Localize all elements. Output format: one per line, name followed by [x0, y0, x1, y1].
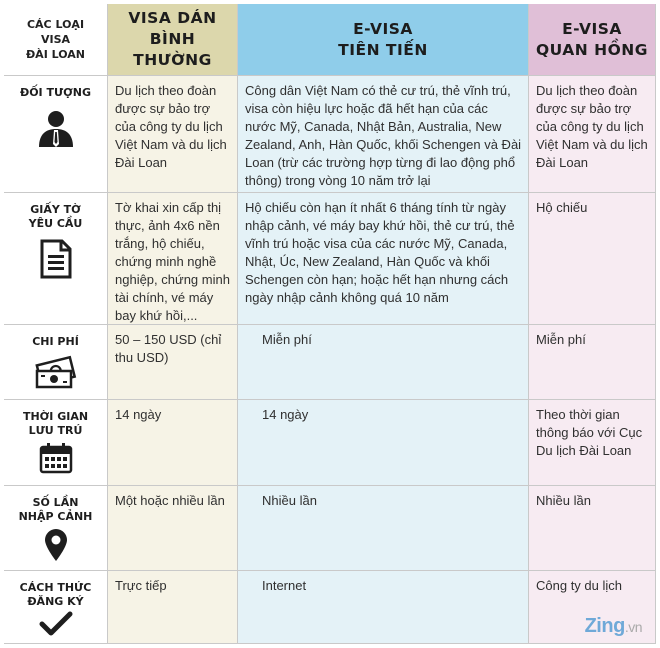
header-col-evisa-quan-hong [529, 4, 656, 76]
row-label-text: ĐĂNG KÝ [27, 595, 84, 608]
header-col-visa-dan [108, 4, 238, 76]
checkmark-icon [39, 611, 73, 641]
row-label-text: LƯU TRÚ [28, 424, 83, 437]
corner-label-line: CÁC LOẠI [26, 18, 85, 31]
header-col-evisa-tien-tien [238, 4, 529, 76]
corner-label-line: VISA [40, 33, 71, 46]
cell-visa-dan-so-lan: Một hoặc nhiều lần [108, 486, 238, 571]
cell-quan-hong-so-lan: Nhiều lần [529, 486, 656, 571]
cell-visa-dan-giay-to: Tờ khai xin cấp thị thực, ảnh 4x6 nền trắng, hộ chiếu, chứng minh nghề nghiệp, chứng minh tài chính, vé máy bay khứ hồi,... [108, 193, 238, 325]
cell-quan-hong-chi-phi: Miễn phí [529, 325, 656, 400]
watermark-domain: .vn [624, 619, 642, 635]
row-label-text: NHẬP CẢNH [18, 510, 93, 523]
cell-evisa-thoi-gian: 14 ngày [238, 400, 529, 486]
location-pin-icon [43, 528, 69, 566]
header-line: BÌNH THƯỜNG [133, 30, 212, 69]
corner-label [4, 4, 108, 76]
row-label-text: CÁCH THỨC [19, 581, 92, 594]
cell-quan-hong-doi-tuong: Du lịch theo đoàn được sự bảo trợ của công ty du lịch Việt Nam và du lịch Đài Loan [529, 76, 656, 193]
cell-evisa-cach-thuc: Internet [238, 571, 529, 644]
zing-watermark-logo [585, 615, 642, 638]
cell-visa-dan-chi-phi: 50 – 150 USD (chỉ thu USD) [108, 325, 238, 400]
header-line: E-VISA [353, 19, 413, 38]
row-label-text: SỐ LẦN [32, 496, 79, 509]
row-label-chi-phi [4, 325, 108, 400]
visa-comparison-table [4, 4, 656, 644]
cell-evisa-giay-to: Hộ chiếu còn hạn ít nhất 6 tháng tính từ ngày nhập cảnh, vé máy bay khứ hồi, thẻ cư trú, thẻ vĩnh trú hoặc visa của các nước Mỹ, Canada, Nhật, Úc, New Zealand, Hàn Quốc và khối Schengen còn hạn; hoặc hết hạn nhưng cách ngày nhập cảnh không quá 10 năm [238, 193, 529, 325]
watermark-brand: Zing [584, 615, 625, 637]
row-label-doi-tuong [4, 76, 108, 193]
cell-evisa-doi-tuong: Công dân Việt Nam có thẻ cư trú, thẻ vĩnh trú, visa còn hiệu lực hoặc đã hết hạn của các nước Mỹ, Canada, Nhật Bản, Australia, New Zealand, Anh, Hàn Quốc, khối Schengen và Đài Loan (trừ các trường hợp từng đi lao động phổ thông) trong vòng 10 năm trở lại [238, 76, 529, 193]
header-line: QUAN HỒNG [536, 40, 648, 59]
cell-evisa-so-lan: Nhiều lần [238, 486, 529, 571]
row-label-text: CHI PHÍ [32, 335, 79, 348]
corner-label-line: ĐÀI LOAN [25, 48, 86, 61]
row-label-giay-to [4, 193, 108, 325]
row-label-text: YÊU CẦU [28, 217, 83, 230]
header-line: E-VISA [562, 19, 622, 38]
cell-visa-dan-cach-thuc: Trực tiếp [108, 571, 238, 644]
calendar-icon [39, 442, 73, 478]
cell-quan-hong-thoi-gian: Theo thời gian thông báo với Cục Du lịch Đài Loan [529, 400, 656, 486]
row-label-text: GIẤY TỜ [30, 203, 81, 216]
money-icon [35, 355, 77, 393]
cell-quan-hong-cach-thuc: Công ty du lịch [529, 571, 656, 644]
cell-quan-hong-giay-to: Hộ chiếu [529, 193, 656, 325]
header-line: VISA DÁN [128, 9, 217, 27]
header-line: TIÊN TIẾN [338, 40, 428, 59]
document-icon [40, 239, 72, 283]
row-label-text: ĐỐI TƯỢNG [19, 86, 92, 99]
cell-evisa-chi-phi: Miễn phí [238, 325, 529, 400]
row-label-thoi-gian [4, 400, 108, 486]
row-label-text: THỜI GIAN [22, 410, 89, 423]
cell-visa-dan-doi-tuong: Du lịch theo đoàn được sự bảo trợ của công ty du lịch Việt Nam và du lịch Đài Loan [108, 76, 238, 193]
cell-visa-dan-thoi-gian: 14 ngày [108, 400, 238, 486]
person-icon [36, 108, 76, 152]
row-label-cach-thuc [4, 571, 108, 644]
row-label-so-lan [4, 486, 108, 571]
